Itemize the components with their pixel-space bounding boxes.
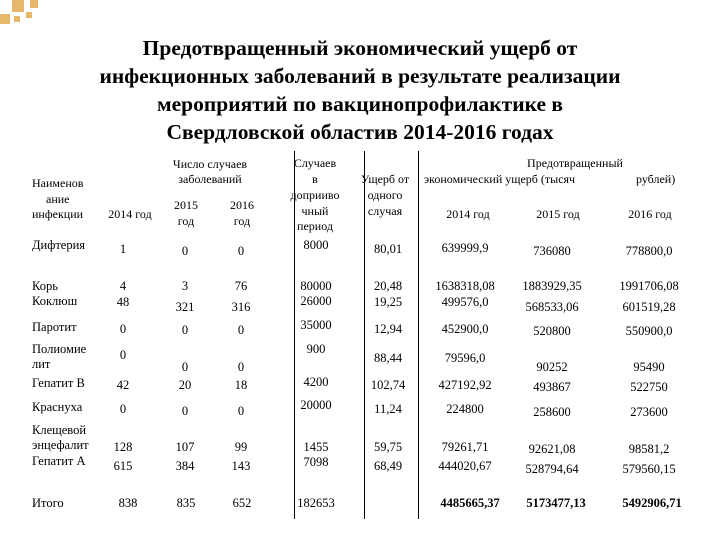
cell-prevented-2015: 5173477,13 xyxy=(526,496,586,510)
cell-prevented-2015: 520800 xyxy=(533,324,571,338)
cell-damage: 20,48 xyxy=(373,279,403,293)
header-prevented-cases: чный xyxy=(301,204,329,218)
cell-prevented-cases: 80000 xyxy=(300,279,332,293)
cell-prevented-2015: 568533,06 xyxy=(525,300,579,314)
cell-prevented-2016: 550900,0 xyxy=(625,324,673,338)
cell-damage: 11,24 xyxy=(374,402,402,416)
cell-prevented-2014: 452900,0 xyxy=(441,322,489,336)
cell-prevented-2014: 1638318,08 xyxy=(435,279,495,293)
header-prevented-damage: экономический ущерб (тысяч xyxy=(424,172,576,186)
header-name: инфекции xyxy=(32,207,84,221)
header-prevented-cases: Случаев xyxy=(293,156,337,170)
cell-prevented-2014: 444020,67 xyxy=(438,459,492,473)
header-prevented-cases: доприиво xyxy=(290,188,340,202)
header-name: ание xyxy=(46,192,70,206)
cell-cases-2014: 42 xyxy=(116,378,130,392)
cell-damage: 19,25 xyxy=(373,295,403,309)
cell-prevented-2015: 736080 xyxy=(533,244,571,258)
header-prevented-2014: 2014 год xyxy=(446,207,490,221)
row-name: Корь xyxy=(32,279,58,293)
header-damage-per-case: случая xyxy=(367,204,403,218)
cell-cases-2015: 107 xyxy=(175,440,195,454)
cell-prevented-2015: 493867 xyxy=(533,380,571,394)
row-name: Дифтерия xyxy=(32,238,86,252)
page-title xyxy=(30,34,690,146)
header-prevented-damage: Предотвращенный xyxy=(527,156,623,170)
cell-cases-2015: 20 xyxy=(178,378,192,392)
cell-damage: 88,44 xyxy=(373,351,403,365)
cell-prevented-2015: 528794,64 xyxy=(525,462,579,476)
title-line: инфекционных заболеваний в результате реализации xyxy=(99,64,621,88)
cell-prevented-cases: 900 xyxy=(306,342,326,356)
cell-prevented-2014: 639999,9 xyxy=(441,241,489,255)
header-year-2014: 2014 год xyxy=(108,207,152,221)
header-damage-per-case: одного xyxy=(367,188,403,202)
row-name: энцефалит xyxy=(32,438,89,452)
cell-cases-2014: 4 xyxy=(119,279,127,293)
cell-cases-2016: 0 xyxy=(237,323,245,337)
cell-prevented-2014: 79596,0 xyxy=(444,351,486,365)
cell-prevented-cases: 1455 xyxy=(303,440,329,454)
row-name: Полиомие xyxy=(32,342,87,356)
cell-prevented-cases: 35000 xyxy=(300,318,332,332)
cell-prevented-2016: 1991706,08 xyxy=(619,279,679,293)
cell-cases-2014: 128 xyxy=(113,440,133,454)
row-name: Паротит xyxy=(32,320,77,334)
cell-prevented-cases: 182653 xyxy=(297,496,335,510)
cell-cases-2014: 838 xyxy=(118,496,138,510)
cell-cases-2016: 143 xyxy=(231,459,251,473)
cell-cases-2015: 3 xyxy=(181,279,189,293)
cell-cases-2014: 0 xyxy=(119,402,127,416)
header-year-2015: год xyxy=(177,214,195,228)
header-year-2016: 2016 xyxy=(230,198,254,212)
cell-cases-2015: 321 xyxy=(175,300,195,314)
cell-cases-2016: 76 xyxy=(234,279,248,293)
cell-cases-2014: 1 xyxy=(119,242,127,256)
header-prevented-2016: 2016 год xyxy=(628,207,672,221)
header-damage-per-case: Ущерб от xyxy=(360,172,410,186)
header-year-2015: 2015 xyxy=(174,198,198,212)
cell-prevented-2015: 1883929,35 xyxy=(522,279,582,293)
cell-prevented-2016: 522750 xyxy=(630,380,668,394)
cell-prevented-2015: 258600 xyxy=(533,405,571,419)
cell-prevented-2016: 273600 xyxy=(630,405,668,419)
row-name: лит xyxy=(32,357,51,371)
cell-cases-2015: 0 xyxy=(181,360,189,374)
header-year-2016: год xyxy=(233,214,251,228)
row-name: Гепатит В xyxy=(32,376,85,390)
cell-damage: 12,94 xyxy=(373,322,403,336)
cell-damage: 59,75 xyxy=(373,440,403,454)
header-cases-title: Число случаев xyxy=(172,157,248,171)
cell-cases-2014: 48 xyxy=(116,295,130,309)
cell-cases-2015: 0 xyxy=(181,244,189,258)
cell-prevented-2016: 778800,0 xyxy=(625,244,673,258)
cell-prevented-2015: 90252 xyxy=(536,360,568,374)
cell-cases-2016: 652 xyxy=(232,496,252,510)
title-line: Предотвращенный экономический ущерб от xyxy=(142,36,578,60)
cell-damage: 102,74 xyxy=(370,378,406,392)
cell-prevented-2016: 5492906,71 xyxy=(622,496,682,510)
cell-cases-2014: 615 xyxy=(113,459,133,473)
cell-cases-2015: 0 xyxy=(181,323,189,337)
cell-prevented-2014: 224800 xyxy=(446,402,484,416)
row-name: Краснуха xyxy=(32,400,83,414)
cell-cases-2015: 835 xyxy=(176,496,196,510)
row-name: Гепатит А xyxy=(32,454,86,468)
cell-prevented-2016: 98581,2 xyxy=(628,442,670,456)
cell-cases-2016: 0 xyxy=(237,404,245,418)
cell-prevented-cases: 4200 xyxy=(303,375,329,389)
cell-prevented-2016: 95490 xyxy=(633,360,665,374)
cell-damage: 80,01 xyxy=(373,242,403,256)
cell-prevented-2014: 4485665,37 xyxy=(440,496,500,510)
cell-cases-2016: 18 xyxy=(234,378,248,392)
cell-prevented-2014: 499576,0 xyxy=(441,295,489,309)
cell-cases-2014: 0 xyxy=(119,322,127,336)
header-name: Наименов xyxy=(32,176,84,190)
header-prevented-damage: рублей) xyxy=(636,172,676,186)
cell-prevented-cases: 7098 xyxy=(303,455,329,469)
cell-prevented-cases: 20000 xyxy=(300,398,332,412)
cell-prevented-2014: 79261,71 xyxy=(441,440,489,454)
cell-prevented-cases: 8000 xyxy=(303,238,329,252)
cell-cases-2016: 99 xyxy=(234,440,248,454)
cell-cases-2014: 0 xyxy=(119,348,127,362)
row-name: Итого xyxy=(32,496,64,510)
cell-cases-2016: 316 xyxy=(231,300,251,314)
cell-prevented-2016: 579560,15 xyxy=(622,462,676,476)
header-prevented-cases: в xyxy=(312,172,318,186)
row-name: Коклюш xyxy=(32,294,78,308)
cell-cases-2015: 384 xyxy=(175,459,195,473)
cell-cases-2016: 0 xyxy=(237,244,245,258)
title-line: Свердловской областив 2014-2016 годах xyxy=(166,120,554,144)
header-prevented-cases: период xyxy=(297,219,333,233)
row-name: Клещевой xyxy=(32,423,87,437)
cell-prevented-2015: 92621,08 xyxy=(528,442,576,456)
cell-cases-2016: 0 xyxy=(237,360,245,374)
header-cases-title: заболеваний xyxy=(178,172,242,186)
cell-cases-2015: 0 xyxy=(181,404,189,418)
cell-prevented-2016: 601519,28 xyxy=(622,300,676,314)
cell-prevented-cases: 26000 xyxy=(300,294,332,308)
header-prevented-2015: 2015 год xyxy=(536,207,580,221)
cell-damage: 68,49 xyxy=(373,459,403,473)
cell-prevented-2014: 427192,92 xyxy=(438,378,492,392)
title-line: мероприятий по вакцинопрофилактике в xyxy=(156,92,564,116)
